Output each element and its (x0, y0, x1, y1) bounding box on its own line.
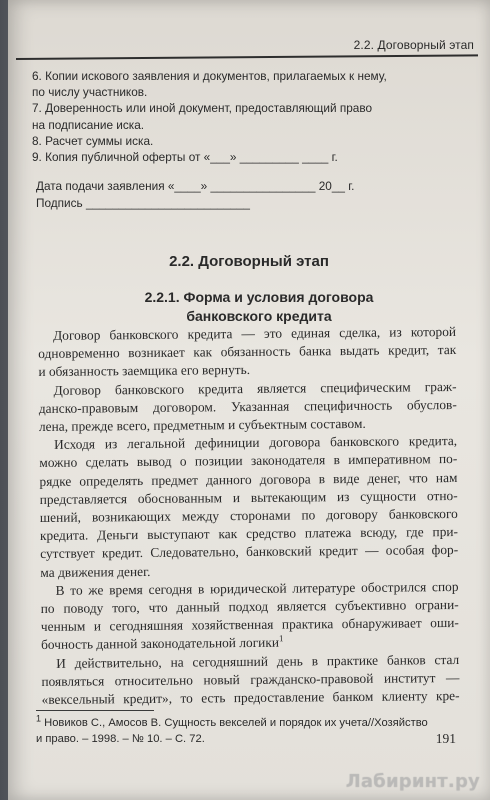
paragraph (38, 323, 457, 382)
subsection-heading-line: банковского кредита (186, 308, 332, 324)
text-line: Договор банковского кредита является специфическим граж- (53, 378, 457, 398)
text-line: шений, возникающих между сторонами по договору банковского (39, 506, 458, 526)
text-line: Исходя из легальной дефиниции договора банковского кредита, (54, 433, 458, 453)
signature-line: Подпись _________________________ (36, 195, 250, 210)
text-line: ма движения денег. (40, 563, 151, 580)
text-line: появляться относительно новый гражданско-правовой институт — (41, 669, 460, 689)
text-line: и обязанность заемщика его вернуть. (38, 362, 251, 380)
footnote-rule (36, 710, 154, 711)
footnote (36, 713, 466, 747)
text-line: лена, прежде всего, предметным и субъектным составом. (38, 415, 366, 435)
text-line: «вексельный кредит», то есть предоставление банком клиенту кре- (41, 688, 460, 708)
text-line: представляется обоснованным и вытекающим из сущности отно- (39, 487, 458, 507)
header-rule (16, 54, 478, 60)
list-item: 7. Доверенность или иной документ, предоставляющий право (32, 101, 373, 116)
running-head: 2.2. Договорный этап (353, 38, 474, 52)
paragraph (39, 378, 458, 437)
attachment-list (32, 68, 462, 165)
paragraph (41, 651, 460, 710)
text-line: можно сделать вывод о позиции законодателя в императивном по- (39, 451, 458, 471)
subsection-heading-line: 2.2.1. Форма и условия договора (144, 289, 374, 305)
section-heading: 2.2. Договорный этап (169, 253, 329, 270)
footnote-line: и право. – 1998. – № 10. – С. 72. (36, 732, 205, 745)
list-item: по числу участников. (32, 85, 148, 100)
footnote-text: Новиков С., Амосов В. Сущность векселей и порядок их учета//Хозяйство (44, 717, 428, 729)
filing-date-line: Дата подачи заявления «____» ________________ 20__ г. (36, 179, 355, 193)
footnote-line (36, 713, 466, 732)
list-item: на подписание иска. (32, 117, 145, 132)
text-line: И действительно, на сегодняшний день в практике банков стал (56, 651, 460, 671)
text-line: одновременно возникает как обязанность банка выдать кредит, так (38, 342, 457, 362)
list-item: 8. Расчет суммы иска. (32, 133, 154, 148)
paragraph (39, 432, 458, 582)
subsection-heading (88, 288, 430, 326)
text-line: рядке определять предмет данного договора в виде денег, что нам (39, 469, 458, 489)
signature-block (36, 178, 456, 211)
footnote-marker: 1 (278, 633, 284, 644)
text-line: по поводу того, что данный подход является субъективно ограни- (40, 597, 459, 617)
list-item: 6. Копии искового заявления и документов, прилагаемых к нему, (32, 69, 387, 83)
book-page (8, 0, 490, 800)
list-item: 9. Копия публичной оферты от «___» _________ ____ г. (32, 150, 338, 165)
body-text (38, 323, 460, 709)
text-line: ченным и сегодняшняя хозяйственная практика обнаруживает оши- (40, 615, 459, 635)
text-line: данско-правовым договором. Указанная специфичность обуслов- (38, 396, 457, 416)
text-line: сутствует кредит. Следовательно, банковский кредит — особая фор- (40, 542, 459, 562)
text-line: кредита. Деньги выступают как средство платежа всюду, где при- (39, 524, 459, 544)
text-line: бочность данной законодательной логики (40, 635, 280, 653)
watermark: Лабиринт.ру (345, 771, 480, 792)
footnote-marker: 1 (36, 713, 42, 724)
page-number: 191 (435, 731, 456, 746)
text-line: В то же время сегодня в юридической литературе обострился спор (55, 578, 459, 598)
text-line: Договор банковского кредита — это единая сделка, из которой (53, 323, 457, 343)
paragraph (40, 578, 459, 655)
